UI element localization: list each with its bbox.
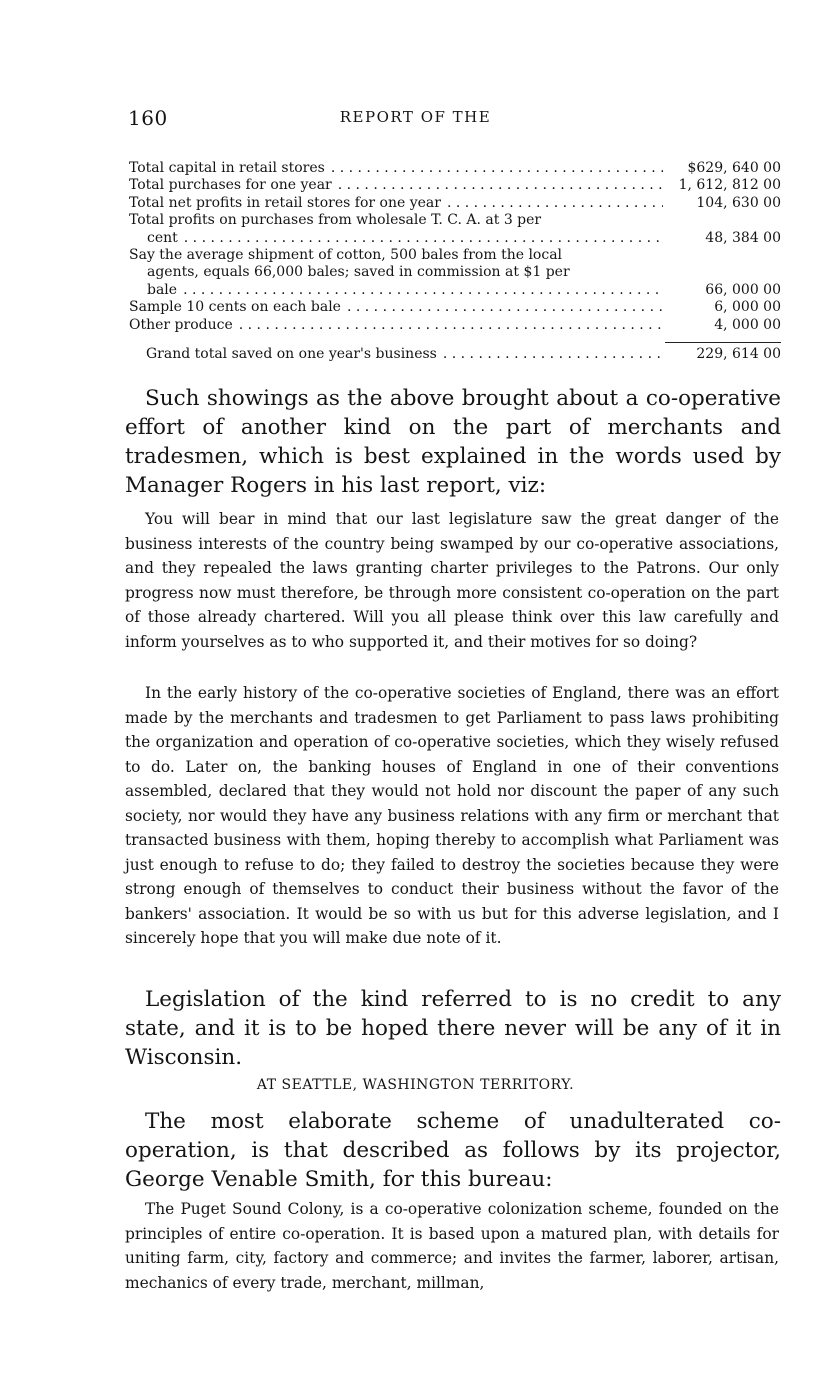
ledger-row-label: Sample 10 cents on each bale [129, 299, 344, 315]
quote-england: In the early history of the co-operative societies of England, there was an effort made by the merchants and tradesmen to get Parliament to pass laws prohibiting the organization and operation of co-operative societies, which they wisely refused to do. Later on, the banking houses of England in one of their conventions assembled, declared that they would not hold nor discount the paper of any such society, nor would they have any business relations with any firm or merchant that transacted business with them, hoping thereby to accomplish what Parliament was just enough to refuse to do; they failed to destroy the societies because they were strong enough of themselves to conduct their business without the favor of the bankers' association. It would be so with us but for this adverse legislation, and I sincerely hope that you will make due note of it. [125, 684, 779, 947]
quote-legislature: You will bear in mind that our last legislature saw the great danger of the business interests of the country being swamped by our co-operative associations, and they repealed the laws granting charter privileges to the Patrons. Our only progress now must therefore, be through more consistent co-operation on the part of those already chartered. Will you all please think over this law carefully and inform yourselves as to who supported it, and their motives for so doing? [125, 510, 779, 651]
ledger-row-amount: 6, 000 00 [714, 299, 781, 316]
paragraph-legislation: Legislation of the kind referred to is no credit to any state, and it is to be hoped there never will be any of it in Wisconsin. [125, 987, 781, 1070]
ledger-row [129, 317, 781, 334]
ledger-row-amount: 1, 612, 812 00 [678, 177, 781, 194]
ledger-table [129, 160, 781, 363]
page-number: 160 [128, 106, 168, 130]
ledger-row-label-line: agents, equals 66,000 bales; saved in commission at $1 per [147, 264, 570, 281]
ledger-row-label: Total capital in retail stores [129, 160, 328, 176]
grand-total-label: Grand total saved on one year's business [146, 346, 440, 362]
ledger-row-label-line: cent [147, 230, 181, 246]
ledger-row [129, 247, 781, 299]
ledger-row-label-line: bale [147, 282, 180, 298]
ledger-row-amount: 66, 000 00 [705, 281, 781, 298]
ledger-row-label-line: Say the average shipment of cotton, 500 bales from the local [129, 247, 563, 264]
grand-total-row [129, 346, 781, 363]
ledger-row [129, 299, 781, 316]
ledger-row [129, 177, 781, 194]
ledger-row-amount: 48, 384 00 [705, 229, 781, 246]
ledger-row-label: Total purchases for one year [129, 177, 335, 193]
ledger-row [129, 212, 781, 247]
total-rule [665, 342, 781, 343]
ledger-row-amount: $629, 640 00 [687, 160, 781, 176]
ledger-row [129, 160, 781, 177]
section-heading: AT SEATTLE, WASHINGTON TERRITORY. [256, 1077, 575, 1093]
ledger-row-label: Other produce [129, 317, 236, 333]
running-title: REPORT OF THE [339, 108, 492, 126]
ledger-row-label: Total net profits in retail stores for one year [129, 195, 444, 211]
paragraph-showings: Such showings as the above brought about a co-operative effort of another kind on the part of merchants and tradesmen, which is best explained in the words used by Manager Rogers in his last report, viz: [125, 386, 781, 498]
grand-total-amount: 229, 614 00 [696, 346, 781, 363]
ledger-row-amount: 104, 630 00 [696, 194, 781, 211]
paragraph-scheme: The most elaborate scheme of unadulterated co-operation, is that described as follows by its projector, George Venable Smith, for this bureau: [125, 1109, 781, 1192]
ledger-row-amount: 4, 000 00 [714, 316, 781, 333]
quote-puget-sound: The Puget Sound Colony, is a co-operative colonization scheme, founded on the principles of entire co-operation. It is based upon a matured plan, with details for uniting farm, city, factory and commerce; and invites the farmer, laborer, artisan, mechanics of every trade, merchant, millman, [125, 1200, 779, 1292]
ledger-row-label-line: Total profits on purchases from wholesale T. C. A. at 3 per [129, 212, 542, 229]
ledger-row [129, 195, 781, 212]
